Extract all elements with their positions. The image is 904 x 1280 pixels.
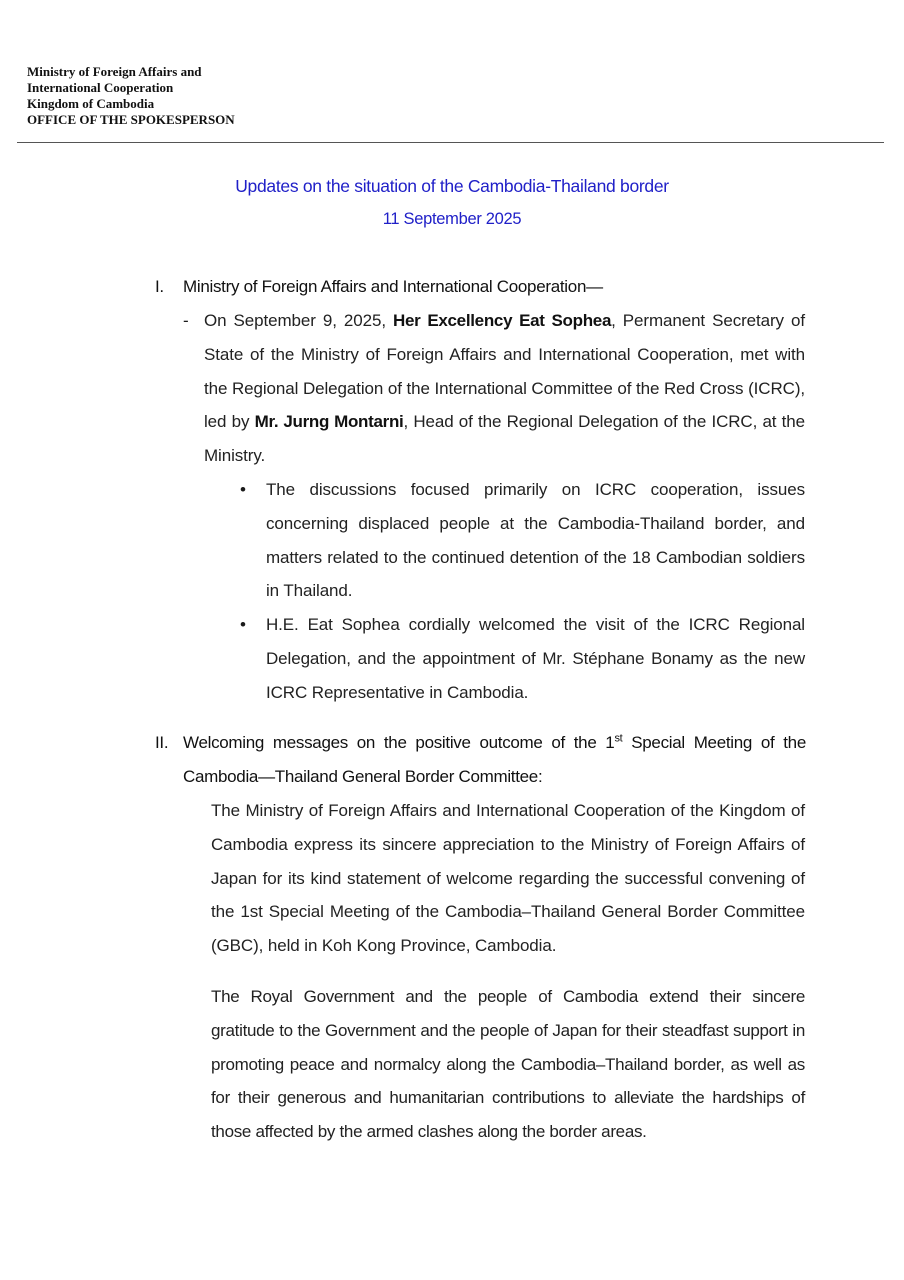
- section-1-title: Ministry of Foreign Affairs and International Cooperation—: [183, 277, 603, 296]
- bullet-1-text: The discussions focused primarily on ICRC cooperation, issues concerning displaced people at the Cambodia-Thailand border, and matters related to the continued detention of the 18 Cambodian soldiers in Thailand.: [266, 480, 805, 601]
- letterhead: [27, 64, 235, 128]
- official-name-jurng-montarni: Mr. Jurng Montarni: [254, 412, 404, 432]
- letterhead-line-ministry: Ministry of Foreign Affairs and: [27, 64, 202, 79]
- header-divider: [17, 142, 884, 143]
- letterhead-line-cooperation: International Cooperation: [27, 80, 174, 95]
- section-1-number: I.: [155, 277, 164, 296]
- section-2-number: II.: [155, 733, 169, 752]
- paragraph-text-middle: , Permanent Secretary of State of the Ministry of Foreign Affairs and International Cooperation, met with the Regional Delegation of the International Committee of the Red Cross (ICRC), led by: [204, 311, 806, 432]
- letterhead-line-kingdom: Kingdom of Cambodia: [27, 96, 155, 111]
- ordinal-suffix: st: [614, 732, 623, 745]
- section-1-dash: -: [183, 311, 189, 330]
- paragraph-text-end: , Head of the Regional Delegation of the ICRC, at the Ministry.: [204, 412, 806, 466]
- official-name-eat-sophea: Her Excellency Eat Sophea: [393, 311, 612, 330]
- section-2-paragraph-2: The Royal Government and the people of Cambodia extend their sincere gratitude to the Government and the people of Japan for their steadfast support in promoting peace and normalcy along the Cambodia–Thailand border, as well as for their generous and humanitarian contributions to alleviate the hardships of those affected by the armed clashes along the border areas.: [211, 987, 805, 1142]
- document-date: 11 September 2025: [382, 210, 522, 228]
- section-2-title-line-1: Welcoming messages on the positive outcome of the 1st Special Meeting of the: [183, 732, 806, 752]
- section-1-paragraph: [204, 304, 805, 473]
- bullet-1-marker: •: [240, 480, 246, 499]
- letterhead-line-office: OFFICE OF THE SPOKESPERSON: [27, 112, 235, 127]
- section-2-title-line-2: Cambodia—Thailand General Border Committee:: [183, 767, 543, 786]
- document-title: Updates on the situation of the Cambodia-Thailand border: [235, 176, 669, 196]
- paragraph-text-start: On September 9, 2025,: [204, 311, 394, 330]
- bullet-2-marker: •: [240, 615, 246, 634]
- bullet-2-text: H.E. Eat Sophea cordially welcomed the visit of the ICRC Regional Delegation, and the appointment of Mr. Stéphane Bonamy as the new ICRC Representative in Cambodia.: [266, 615, 805, 702]
- section-2-paragraph-1: The Ministry of Foreign Affairs and International Cooperation of the Kingdom of Cambodia express its sincere appreciation to the Ministry of Foreign Affairs of Japan for its kind statement of welcome regarding the successful convening of the 1st Special Meeting of the Cambodia–Thailand General Border Committee (GBC), held in Koh Kong Province, Cambodia.: [211, 801, 805, 956]
